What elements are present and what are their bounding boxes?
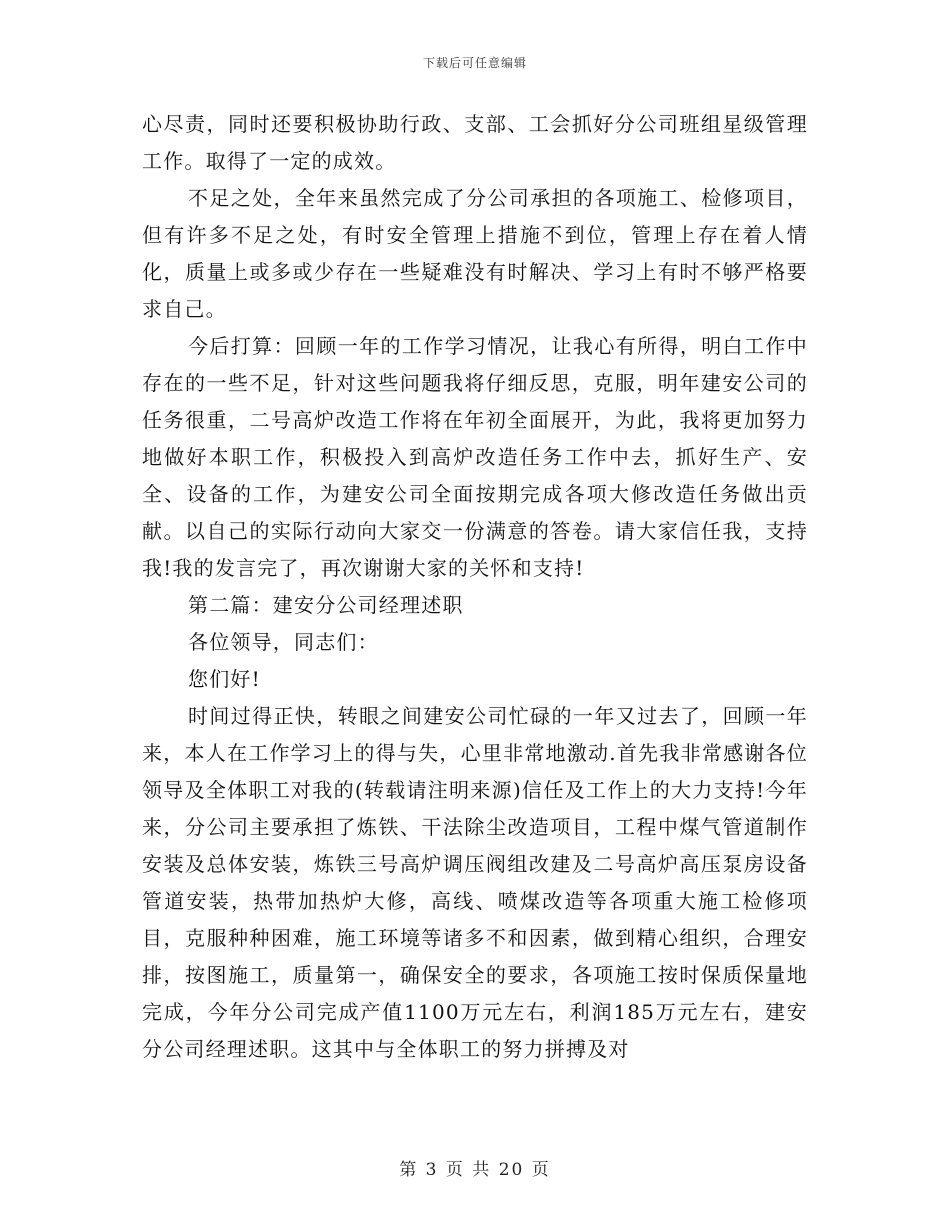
paragraph-continuation: 心尽责，同时还要积极协助行政、支部、工会抓好分公司班组星级管理工作。取得了一定的成效。 [142, 112, 808, 173]
paragraph-shortcomings: 不足之处，全年来虽然完成了分公司承担的各项施工、检修项目，但有许多不足之处，有时安全管理上措施不到位，管理上存在着人情化，质量上或多或少存在一些疑难没有时解决、学习上有时不够严格要求自己。 [142, 186, 808, 321]
section-heading: 第二篇：建安分公司经理述职 [188, 593, 464, 617]
paragraph-future-plans: 今后打算：回顾一年的工作学习情况，让我心有所得，明白工作中存在的一些不足，针对这些问题我将仔细反思，克服，明年建安公司的任务很重，二号高炉改造工作将在年初全面展开，为此，我将更加努力地做好本职工作，积极投入到高炉改造任务工作中去，抓好生产、安全、设备的工作，为建安公司全面按期完成各项大修改造任务做出贡献。以自己的实际行动向大家交一份满意的答卷。请大家信任我，支持我!我的发言完了，再次谢谢大家的关怀和支持! [142, 334, 808, 580]
paragraph-review: 时间过得正快，转眼之间建安公司忙碌的一年又过去了，回顾一年来，本人在工作学习上的得与失，心里非常地激动.首先我非常感谢各位领导及全体职工对我的(转载请注明来源)信任及工作上的大力支持!今年来，分公司主要承担了炼铁、干法除尘改造项目，工程中煤气管道制作安装及总体安装，炼铁三号高炉调压阀组改建及二号高炉高压泵房设备管道安装，热带加热炉大修，高线、喷煤改造等各项重大施工检修项目，克服种种困难，施工环境等诸多不和因素，做到精心组织，合理安排，按图施工，质量第一，确保安全的要求，各项施工按时保质保量地完成，今年分公司完成产值1100万元左右，利润185万元左右，建安分公司经理述职。这其中与全体职工的努力拼搏及对 [142, 704, 808, 1061]
greeting: 您们好! [188, 667, 261, 691]
page-header: 下载后可任意编辑 [422, 56, 527, 70]
page-number-footer: 第 3 页 共 20 页 [399, 1160, 551, 1180]
document-body [142, 106, 808, 1068]
salutation: 各位领导，同志们： [188, 630, 379, 654]
